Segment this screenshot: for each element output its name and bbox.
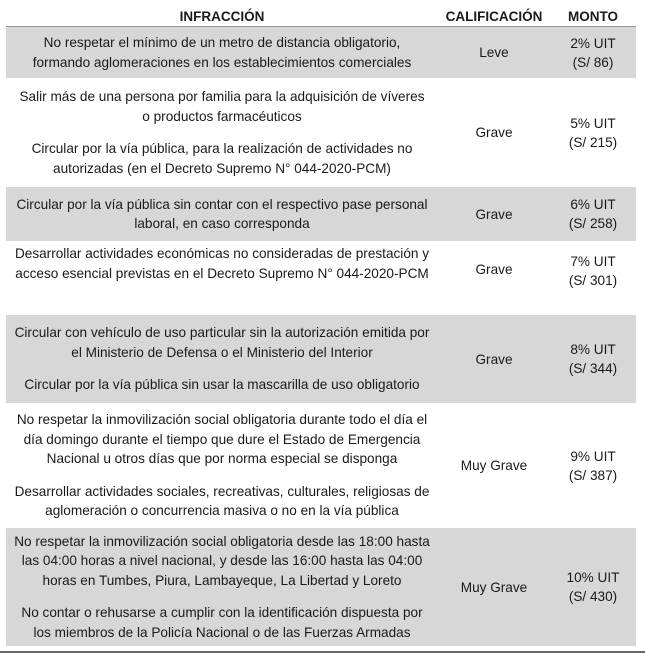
header-calificacion: CALIFICACIÓN [445, 8, 543, 24]
amount-cell [550, 340, 636, 378]
amount-uit: 6% UIT [570, 197, 616, 212]
infraction-text: Circular por la vía pública sin contar con el respectivo pase personal laboral, en caso corresponda [16, 196, 428, 231]
rating-cell: Muy Grave [460, 458, 528, 473]
amount-soles: (S/ 387) [568, 467, 618, 483]
amount-soles: (S/ 344) [568, 361, 618, 376]
rating-cell: Grave [475, 351, 513, 367]
infraction-text: No respetar la inmovilización social obligatoria durante todo el día el día domingo durante el tiempo que dure el Estado de Emergencia Nacional u otros días que por norma especial se disponga [16, 412, 428, 467]
amount-soles: (S/ 215) [568, 134, 618, 150]
infraction-cell [6, 532, 438, 643]
header-monto: MONTO [568, 8, 618, 24]
rating-cell: Grave [475, 262, 513, 277]
infraction-text: Salir más de una persona por familia para la adquisición de víveres o productos farmacéuticos [19, 89, 425, 124]
amount-uit: 5% UIT [570, 115, 616, 131]
amount-cell [550, 244, 636, 290]
rating-cell: Grave [475, 125, 513, 140]
amount-uit: 10% UIT [566, 570, 620, 585]
infraction-text: No respetar el mínimo de un metro de distancia obligatorio, formando aglomeraciones en los establecimientos comerciales [32, 35, 412, 70]
amount-soles: (S/ 258) [568, 216, 618, 231]
infraction-cell [6, 87, 438, 178]
infraction-text: Desarrollar actividades económicas no consideradas de prestación y acceso esencial previstas en el Decreto Supremo N° 044-2020-PCM [14, 246, 430, 281]
amount-soles: (S/ 301) [568, 273, 618, 288]
infraction-text: Circular con vehículo de uso particular sin la autorización emitida por el Ministerio de Defensa o el Ministerio del Interior [14, 325, 430, 360]
table-row [6, 242, 636, 315]
header-infraccion: INFRACCIÓN [179, 8, 265, 24]
infraction-cell [6, 33, 438, 72]
infraction-text: Circular por la vía pública, para la realización de actividades no autorizadas (en el Decreto Supremo N° 044-2020-PCM) [31, 141, 413, 176]
table-row [6, 315, 636, 404]
infractions-table [6, 6, 636, 647]
infraction-cell [6, 410, 438, 521]
table-row [6, 27, 636, 79]
amount-uit: 8% UIT [570, 342, 616, 357]
table-row [6, 404, 636, 528]
table-row [6, 528, 636, 647]
table-header [6, 6, 636, 27]
amount-cell [550, 568, 636, 606]
amount-cell [550, 195, 636, 233]
amount-soles: (S/ 86) [572, 54, 614, 70]
amount-cell [550, 34, 636, 72]
rating-cell: Muy Grave [460, 579, 528, 595]
infraction-text: Circular por la vía pública sin usar la mascarilla de uso obligatorio [24, 377, 420, 393]
infraction-cell [6, 195, 438, 234]
rating-cell: Grave [475, 206, 513, 222]
table-row [6, 79, 636, 187]
table-row [6, 187, 636, 242]
rating-cell: Leve [479, 45, 509, 60]
amount-uit: 9% UIT [570, 448, 616, 464]
infraction-text: No contar o rehusarse a cumplir con la identificación dispuesta por los miembros de la Policía Nacional o de las Fuerzas Armadas [21, 605, 423, 640]
infraction-text: No respetar la inmovilización social obligatoria desde las 18:00 hasta las 04:00 horas a nivel nacional, y desde las 16:00 hasta las 04:00 horas en Tumbes, Piura, Lambayeque, La Libertad y Loreto [14, 533, 430, 588]
infraction-cell [6, 244, 438, 283]
infraction-text: Desarrollar actividades sociales, recreativas, culturales, religiosas de aglomeración o concurrencia masiva o no en la vía pública [14, 483, 430, 519]
amount-cell [550, 447, 636, 485]
infraction-cell [6, 323, 438, 395]
amount-uit: 7% UIT [570, 254, 616, 269]
amount-uit: 2% UIT [570, 35, 616, 51]
bottom-divider [0, 651, 645, 653]
amount-cell [550, 114, 636, 152]
amount-soles: (S/ 430) [568, 589, 618, 604]
